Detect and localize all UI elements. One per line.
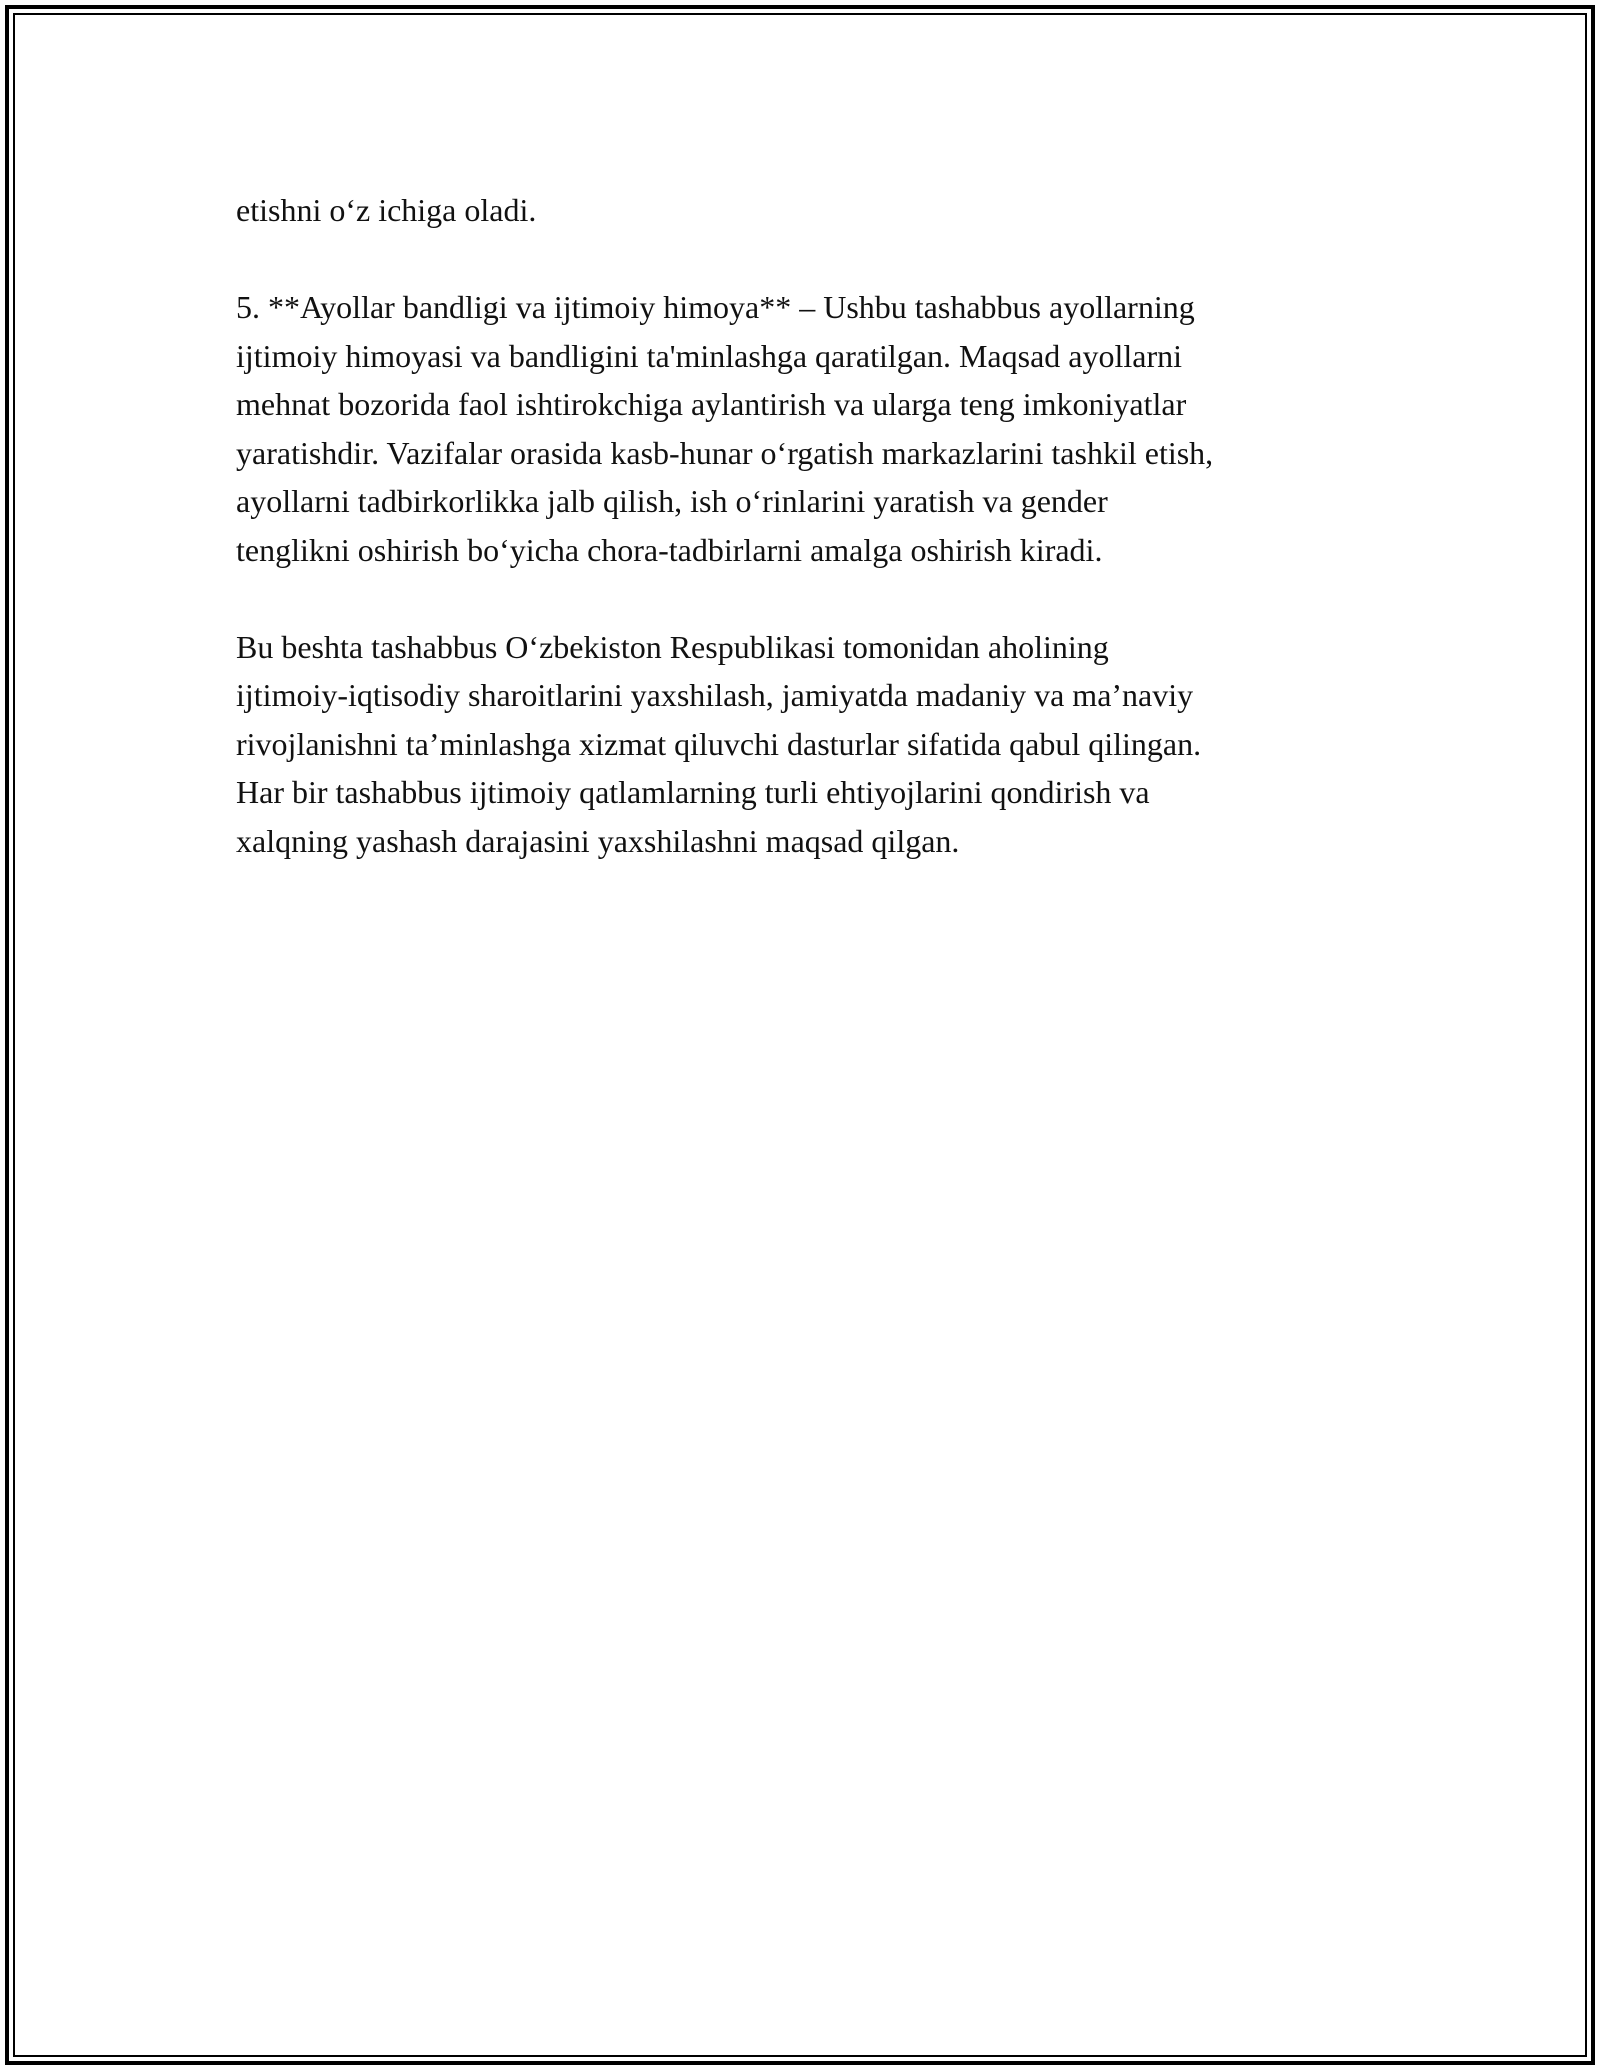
paragraph-continuation: etishni o‘z ichiga oladi. bbox=[236, 192, 537, 228]
document-body bbox=[236, 186, 1386, 914]
paragraph-item-5: 5. **Ayollar bandligi va ijtimoiy himoya** – Ushbu tashabbus ayollarning ijtimoiy himoyasi va bandligini ta'minlashga qaratilgan. Maqsad ayollarni mehnat bozorida faol ishtirokchiga aylantirish va ularga teng imkoniyatlar yaratishdir. Vazifalar orasida kasb-hunar o‘rgatish markazlarini tashkil etish, ayollarni tadbirkorlikka jalb qilish, ish o‘rinlarini yaratish va gender tenglikni oshirish bo‘yicha chora-tadbirlarni amalga oshirish kiradi. bbox=[236, 289, 1214, 568]
paragraph-summary: Bu beshta tashabbus O‘zbekiston Respublikasi tomonidan aholining ijtimoiy-iqtisodiy sharoitlarini yaxshilash, jamiyatda madaniy va ma’naviy rivojlanishni ta’minlashga xizmat qiluvchi dasturlar sifatida qabul qilingan. Har bir tashabbus ijtimoiy qatlamlarning turli ehtiyojlarini qondirish va xalqning yashash darajasini yaxshilashni maqsad qilgan. bbox=[236, 628, 1202, 859]
